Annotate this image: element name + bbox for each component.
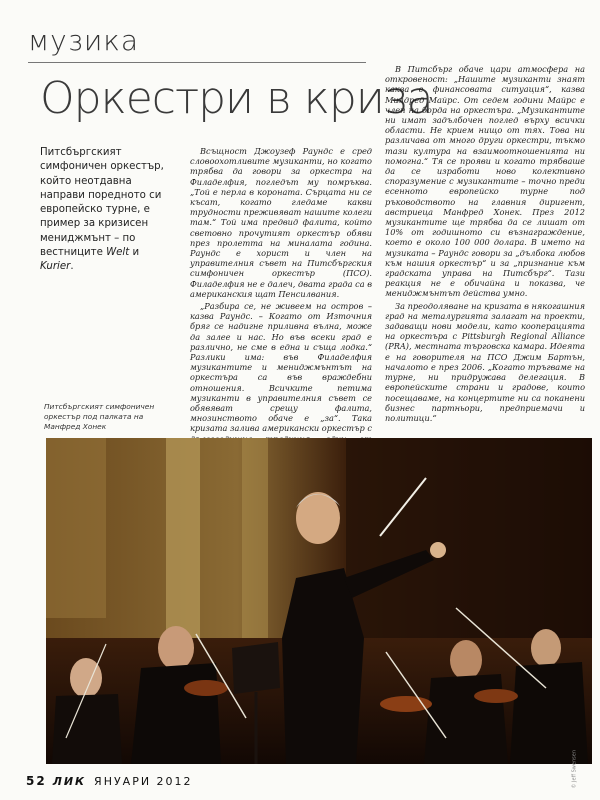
lead-period: . [70,261,74,273]
lead-conjunction: и [129,247,140,259]
paragraph: Всъщност Джоузеф Раундс е сред словоохотливите музиканти, но когато трябва да говори за оркестра на Филаделфия, погледът му помръква. „Той е перла в короната. Сърцата ни се късат, когато гледаме какви трудности преживяват нашите колеги там.“ Той има предвид фалита, който световно прочутият оркестър обяви през пролетта на миналата година. Раундс е хорист и член на управителния съвет на Питсбъргския симфоничен оркестър (ПСО). Филаделфия не е далеч, двата града са в американския щат Пенсилвания. [190,146,372,299]
orchestra-illustration [46,438,592,764]
lead-publication-kurier: Kurier [40,261,71,273]
issue-date: ЯНУАРИ 2012 [94,775,193,788]
photo-caption: Питсбъргският симфоничен оркестър под палката на Манфред Хонек [44,402,155,431]
article-column-middle [190,146,372,475]
lead-publication-welt: Welt [106,247,130,259]
article-column-right [385,64,585,423]
paragraph: „Разбира се, не живеем на остров – казва Раундс. – Когато от Източния бряг се надигне приливна вълна, може да залее и нас. Но във всеки град е различно, не сме в една и съща лодка.“ Разлики има: във Филаделфия музикантите и мениджмънтът на оркестъра са във враждебни отношения. Всичките петима музиканти в управителния съвет се обявяват срещу фалита, мнозинството обаче е „за“. Така кризата залива американски оркестър с [190,301,372,434]
section-label: музика [28,24,140,57]
page-number: 52 [26,774,47,788]
article-lead [40,146,172,275]
lead-text: Питсбъргският симфоничен оркестър, който неотдавна направи поредното си европейско турне, е пример за кризисен мениджмънт – по вестниците [40,147,164,259]
article-headline: Оркестри в криза [40,73,433,124]
magazine-name: ЛИК [52,775,87,788]
paragraph: За преодоляване на кризата в някогашния град на металургията залагат на проекти, задаващи нови модели, като кооперацията на оркестъра с Pittsburgh Regional Alliance (PRA), местната търговска камара. Идеята е на говорителя на ПСО Джим Бартън, началото е през 2006. „Когато тръгваме на турне, ни придружава делегация. В европейските страни и градове, които посещаваме, на концертите ни са поканени бизнес партньори, предприемачи и политици.“ [385,300,585,423]
paragraph: В Питсбърг обаче цари атмосфера на откровеност: „Нашите музиканти знаят каква е финансовата ситуация“, казва Милдред Майрс. От седем години Майрс е член на борда на оркестъра. „Музикантите ни имат задълбочен поглед върху всички области. Не крием нищо от тях. Това ни различава от много други оркестри, тъкмо тази култура на взаимоотношенията ни помогна.“ Тя се прояви и когато трябваше да се изработи ново колективно споразумение с музикантите – точно преди есенното европейско турне под ръководството на главния диригент, австриеца Манфред Хонек. През 2012 музикантите ще трябва да се лишат от 10% от годишното си възнаграждение, което е около 100 000 долара. В името на музиката – Раундс говори за „дълбока любов към нашия оркестър“ и за „признание към градската управа на Питсбърг“. Тази реакция не е обичайна и показва, че мениджмънтът действа умно. [385,64,585,299]
page-footer [26,774,193,788]
photo-credit: © Jeff Swensen [572,750,578,789]
section-divider [28,62,366,63]
